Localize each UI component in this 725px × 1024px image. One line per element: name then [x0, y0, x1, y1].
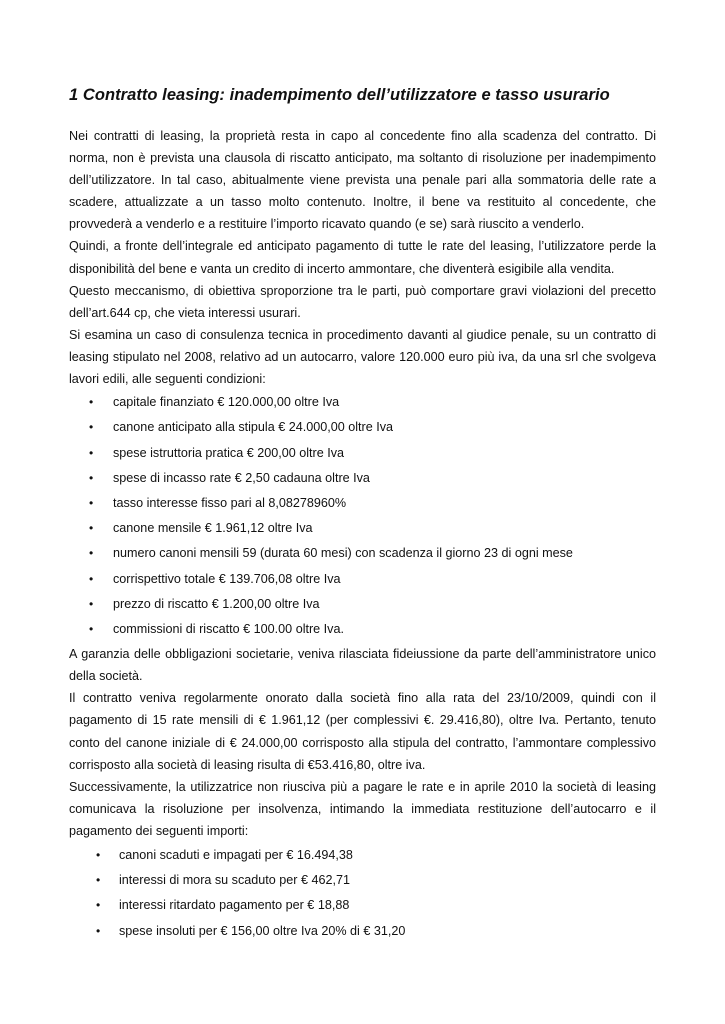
bullet-icon: •	[89, 395, 94, 410]
list-item	[69, 919, 656, 944]
bullet-icon: •	[89, 621, 94, 636]
amounts-list	[69, 843, 656, 944]
bullet-icon: •	[89, 495, 94, 510]
list-item-text: canoni scaduti e impagati per € 16.494,38	[119, 848, 353, 862]
section-title: 1 Contratto leasing: inadempimento dell’utilizzatore e tasso usurario	[69, 86, 610, 104]
list-item-text: capitale finanziato € 120.000,00 oltre Iva	[113, 395, 340, 410]
bullet-icon: •	[89, 445, 94, 460]
list-item-text: spese di incasso rate € 2,50 cadauna oltre Iva	[113, 470, 370, 485]
list-item-text: prezzo di riscatto € 1.200,00 oltre Iva	[113, 596, 320, 611]
paragraph-case: Si esamina un caso di consulenza tecnica in procedimento davanti al giudice penale, su un contratto di leasing stipulato nel 2008, relativo ad un autocarro, valore 120.000 euro più iva, da una srl che svolgeva lavori edili, alle seguenti condizioni:	[69, 327, 656, 387]
bullet-icon: •	[89, 546, 94, 561]
list-item-text: interessi di mora su scaduto per € 462,71	[119, 873, 351, 888]
list-item	[69, 415, 656, 440]
list-item	[69, 516, 656, 541]
paragraph-payments: Il contratto veniva regolarmente onorato dalla società fino alla rata del 23/10/2009, quindi con il pagamento di 15 rate mensili di € 1.961,12 (per complessivi €. 29.416,80), oltre Iva. Pertanto, tenuto conto del canone iniziale di € 24.000,00 corrisposto alla stipula del contratto, l’ammontare complessivo corrisposto alla società di leasing risulta di €53.416,80, oltre iva.	[69, 691, 656, 772]
list-item	[69, 567, 656, 592]
list-item-text: tasso interesse fisso pari al 8,08278960%	[113, 495, 347, 510]
list-item	[69, 893, 656, 918]
list-item	[69, 592, 656, 617]
paragraph-guarantee: A garanzia delle obbligazioni societarie, veniva rilasciata fideiussione da parte dell’amministratore unico della società.	[69, 647, 656, 684]
bullet-icon: •	[89, 420, 94, 435]
bullet-icon: •	[89, 571, 94, 586]
list-item-text: canone mensile € 1.961,12 oltre Iva	[113, 521, 313, 536]
paragraph-intro: Nei contratti di leasing, la proprietà resta in capo al concedente fino alla scadenza del contratto. Di norma, non è prevista una clausola di riscatto anticipato, ma soltanto di risoluzione per inadempimento dell’utilizzatore. In tal caso, abitualmente viene prevista una penale pari alla sommatoria delle rate a scadere, attualizzate a un tasso molto contenuto. Inoltre, il bene va restituito al concedente, che provvederà a venderlo e a restituire l’importo ricavato quando (e se) sarà riuscito a venderlo.	[69, 129, 656, 232]
paragraph-consequence: Quindi, a fronte dell’integrale ed anticipato pagamento di tutte le rate del leasing, l’utilizzatore perde la disponibilità del bene e vanta un credito di incerto ammontare, che diventerà esigibile alla vendita.	[69, 239, 656, 276]
bullet-icon: •	[89, 470, 94, 485]
list-item	[69, 491, 656, 516]
list-item-text: interessi ritardato pagamento per € 18,88	[119, 898, 350, 913]
bullet-icon: •	[89, 596, 94, 611]
list-item	[69, 466, 656, 491]
list-item	[69, 843, 656, 868]
list-item	[69, 617, 656, 642]
bullet-icon: •	[96, 873, 101, 888]
list-item-text: commissioni di riscatto € 100.00 oltre Iva.	[113, 621, 344, 636]
bullet-icon: •	[96, 848, 101, 862]
list-item-text: numero canoni mensili 59 (durata 60 mesi) con scadenza il giorno 23 di ogni mese	[113, 546, 573, 561]
list-item	[69, 868, 656, 893]
list-item	[69, 541, 656, 566]
bullet-icon: •	[96, 898, 101, 913]
list-item-text: spese insoluti per € 156,00 oltre Iva 20% di € 31,20	[119, 923, 406, 938]
paragraph-usury: Questo meccanismo, di obiettiva sproporzione tra le parti, può comportare gravi violazioni del precetto dell’art.644 cp, che vieta interessi usurari.	[69, 283, 656, 320]
list-item-text: canone anticipato alla stipula € 24.000,00 oltre Iva	[113, 420, 394, 435]
conditions-list	[69, 390, 656, 642]
paragraph-termination: Successivamente, la utilizzatrice non riusciva più a pagare le rate e in aprile 2010 la società di leasing comunicava la risoluzione per insolvenza, intimando la immediata restituzione dell’autocarro e il pagamento dei seguenti importi:	[69, 779, 656, 838]
list-item-text: spese istruttoria pratica € 200,00 oltre Iva	[113, 445, 345, 460]
list-item-text: corrispettivo totale € 139.706,08 oltre Iva	[113, 571, 341, 586]
list-item	[69, 390, 656, 415]
list-item	[69, 441, 656, 466]
bullet-icon: •	[96, 923, 101, 938]
bullet-icon: •	[89, 521, 94, 536]
